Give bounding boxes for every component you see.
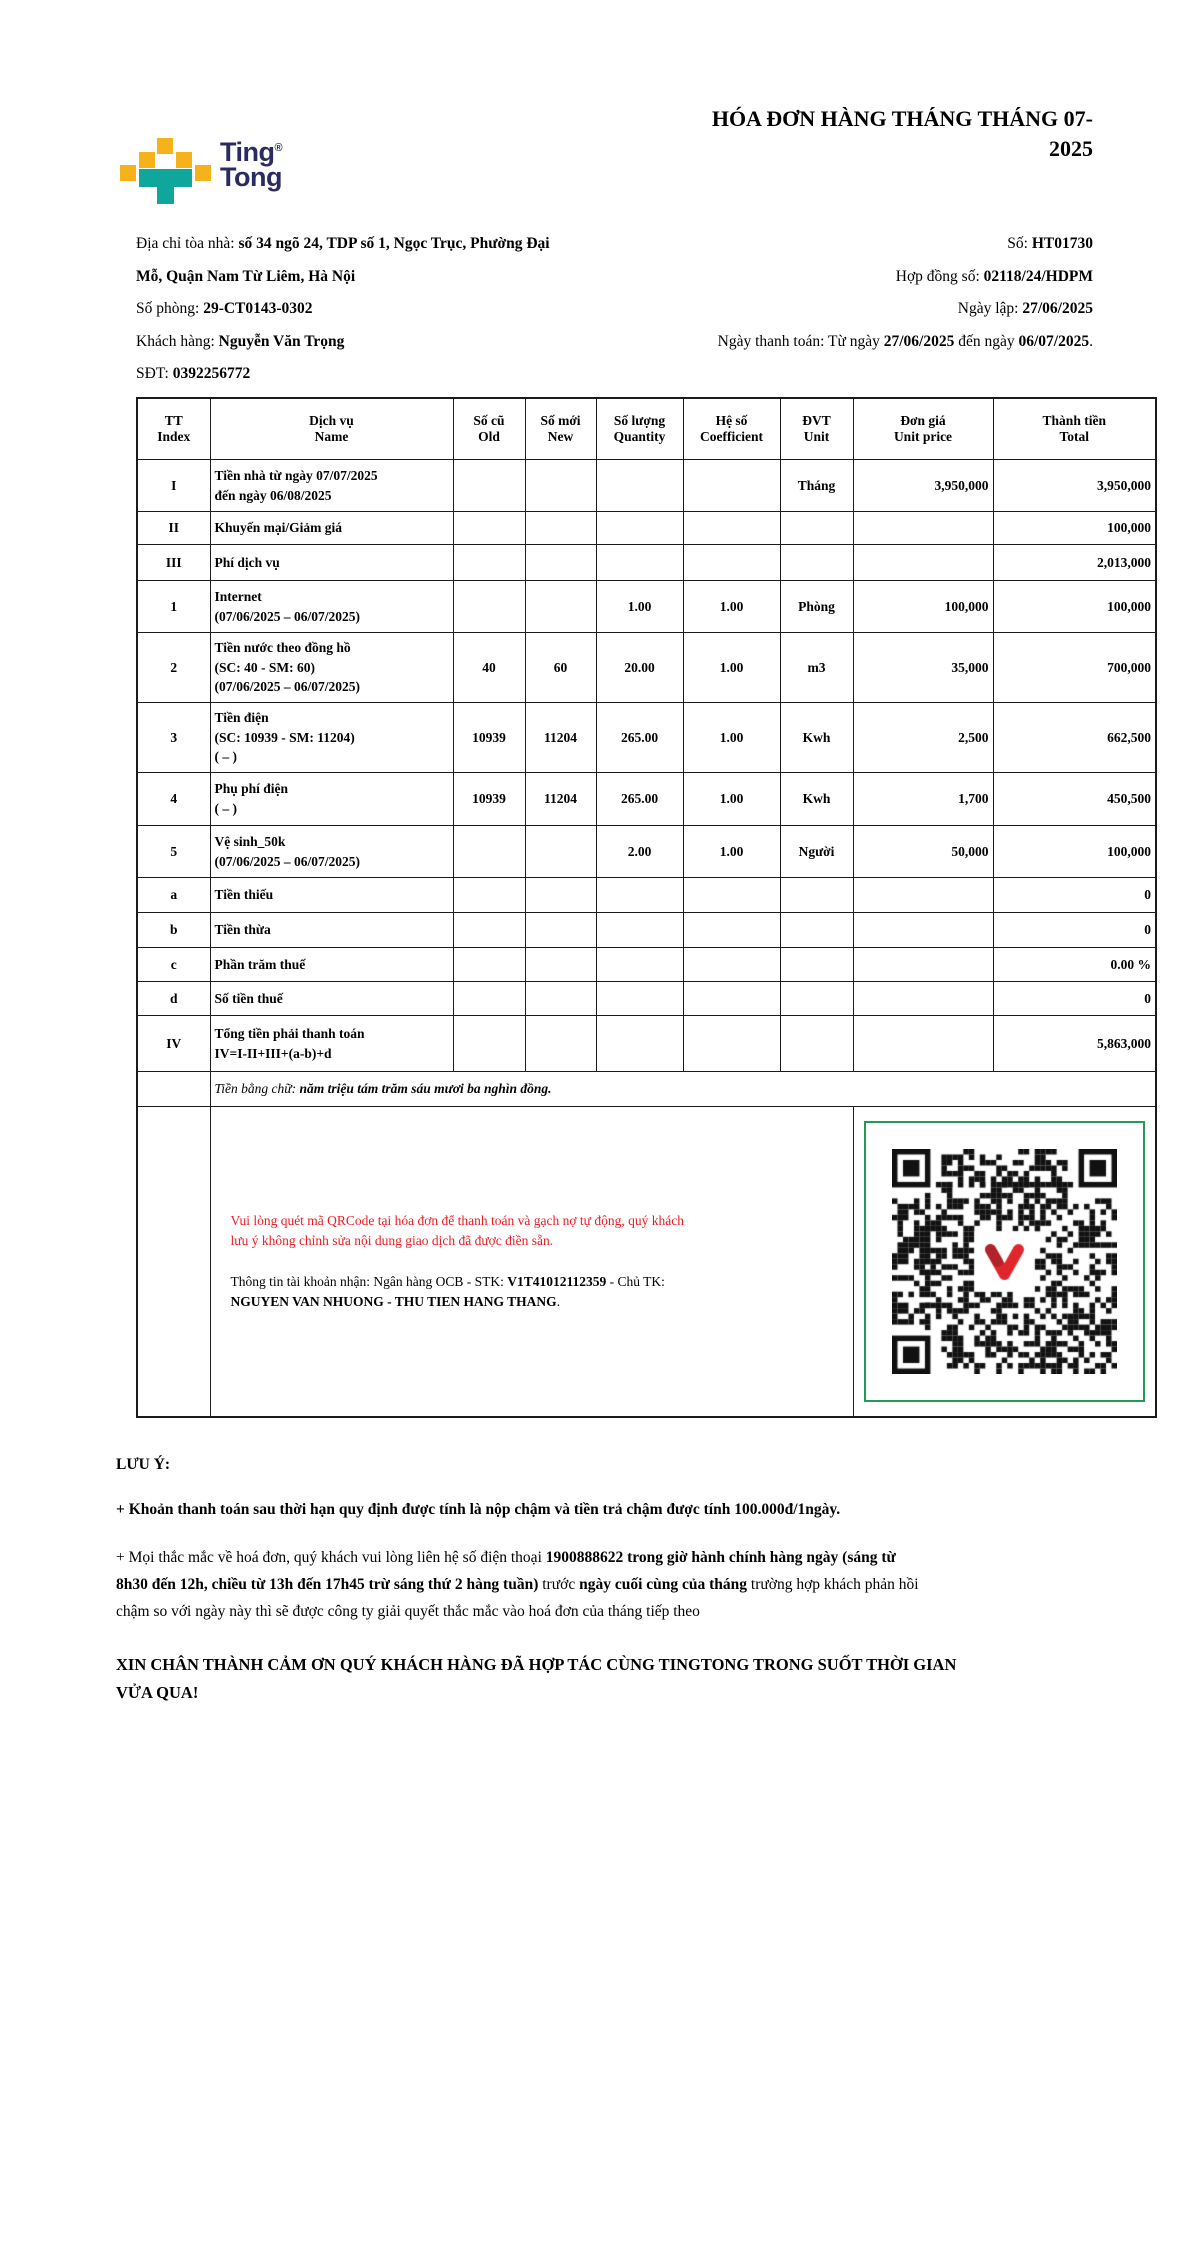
- logo-pixel: [157, 138, 173, 154]
- cell-qty: [596, 512, 683, 545]
- cell-coeff: [683, 545, 780, 581]
- text-segment: Địa chỉ tòa nhà:: [136, 235, 239, 252]
- cell-name: Tiền nhà từ ngày 07/07/2025 đến ngày 06/08/2025: [210, 460, 453, 512]
- cell-old: 10939: [453, 703, 525, 773]
- table-row-a: [137, 878, 1156, 913]
- table-row-II: [137, 512, 1156, 545]
- tingtong-logo-icon: [120, 138, 212, 206]
- cell-price: [853, 1016, 993, 1072]
- page-title-line: 2025: [1049, 135, 1093, 161]
- cell-name: Tiền điện (SC: 10939 - SM: 11204) ( – ): [210, 703, 453, 773]
- cell-index: 3: [137, 703, 210, 773]
- cell-total: 3,950,000: [993, 460, 1156, 512]
- info-row: [136, 261, 1093, 294]
- table-row-1: [137, 581, 1156, 633]
- cell-old: 40: [453, 633, 525, 703]
- info-row: [136, 326, 1093, 359]
- cell-price: 2,500: [853, 703, 993, 773]
- cell-new: 11204: [525, 773, 596, 826]
- page-title: [573, 104, 1093, 163]
- cell-new: [525, 1016, 596, 1072]
- logo-pixel: [195, 165, 211, 181]
- info-left-text: [136, 326, 344, 359]
- text-segment: VỬA QUA!: [116, 1683, 199, 1703]
- cell-price: 1,700: [853, 773, 993, 826]
- cell-qty: [596, 982, 683, 1016]
- late-payment-note: + Khoản thanh toán sau thời hạn quy định được tính là nộp chậm và tiền trả chậm được tính 100.000đ/1ngày.: [116, 1501, 841, 1518]
- cell-total: 0: [993, 878, 1156, 913]
- text-segment: .: [556, 1293, 561, 1309]
- cell-name: Khuyến mại/Giảm giá: [210, 512, 453, 545]
- info-right-text: [896, 261, 1093, 294]
- table-row-IV: [137, 1016, 1156, 1072]
- cell-new: [525, 581, 596, 633]
- column-header-coeff: Hệ số Coefficient: [683, 398, 780, 460]
- cell-coeff: [683, 1016, 780, 1072]
- text-segment: trước: [538, 1576, 580, 1594]
- payment-instructions: [210, 1107, 853, 1418]
- cell-coeff: 1.00: [683, 633, 780, 703]
- cell-new: 60: [525, 633, 596, 703]
- table-row-3: [137, 703, 1156, 773]
- text-segment: Ngày lập:: [957, 300, 1023, 317]
- cell-unit: Kwh: [780, 703, 853, 773]
- text-segment: 1900888622 trong giờ hành chính hàng ngày (sáng từ: [545, 1549, 896, 1567]
- cell-index: II: [137, 512, 210, 545]
- cell-unit: Kwh: [780, 773, 853, 826]
- cell-total: 450,500: [993, 773, 1156, 826]
- text-segment: Nguyễn Văn Trọng: [218, 332, 345, 350]
- cell-coeff: [683, 460, 780, 512]
- amount-in-words-row: [137, 1072, 1156, 1107]
- cell-old: [453, 460, 525, 512]
- cell-total: 100,000: [993, 826, 1156, 878]
- thanks-message: [116, 1651, 1105, 1707]
- cell-qty: 265.00: [596, 773, 683, 826]
- table-row-4: [137, 773, 1156, 826]
- cell-price: 35,000: [853, 633, 993, 703]
- invoice-footer: [116, 1456, 1105, 1707]
- text-segment: .: [1089, 332, 1093, 350]
- cell-index: d: [137, 982, 210, 1016]
- text-segment: chậm so với ngày này thì sẽ được công ty giải quyết thắc mắc vào hoá đơn của tháng tiếp theo: [116, 1603, 700, 1621]
- cell-price: 100,000: [853, 581, 993, 633]
- cell-total: 0.00 %: [993, 948, 1156, 982]
- text-segment: năm triệu tám trăm sáu mươi ba nghìn đồng.: [299, 1081, 552, 1096]
- cell-name: Tổng tiền phải thanh toán IV=I-II+III+(a-b)+d: [210, 1016, 453, 1072]
- text-segment: + Mọi thắc mắc về hoá đơn, quý khách vui lòng liên hệ số điện thoại: [116, 1549, 546, 1567]
- table-row-5: [137, 826, 1156, 878]
- table-row-I: [137, 460, 1156, 512]
- cell-price: 3,950,000: [853, 460, 993, 512]
- cell-name: Internet (07/06/2025 – 06/07/2025): [210, 581, 453, 633]
- text-segment: lưu ý không chỉnh sửa nội dung giao dịch đã được điền sẵn.: [230, 1233, 554, 1249]
- text-segment: V1T41012112359: [507, 1273, 607, 1289]
- cell-old: [453, 1016, 525, 1072]
- cell-old: [453, 982, 525, 1016]
- notes-heading: LƯU Ý:: [116, 1456, 171, 1473]
- text-segment: 27/06/2025: [1022, 300, 1093, 317]
- invoice-header: [0, 0, 1200, 228]
- cell-unit: Phòng: [780, 581, 853, 633]
- cell-new: [525, 948, 596, 982]
- qr-payment-notice: [231, 1211, 833, 1252]
- text-segment: Tiền bằng chữ:: [214, 1081, 300, 1096]
- amount-in-words: [210, 1072, 1156, 1107]
- text-segment: - Chủ TK:: [606, 1273, 665, 1289]
- cell-total: 0: [993, 913, 1156, 948]
- logo-pixel: [120, 165, 136, 181]
- text-segment: 0392256772: [172, 365, 251, 382]
- logo-pixel: [176, 152, 192, 168]
- cell-price: [853, 545, 993, 581]
- table-row-2: [137, 633, 1156, 703]
- text-segment: Khách hàng:: [136, 332, 219, 350]
- info-left-text: [136, 358, 250, 391]
- cell-qty: 2.00: [596, 826, 683, 878]
- cell-unit: [780, 982, 853, 1016]
- text-segment: 06/07/2025: [1018, 332, 1090, 350]
- cell-name: Vệ sinh_50k (07/06/2025 – 06/07/2025): [210, 826, 453, 878]
- logo-pixel: [139, 169, 192, 187]
- cell-new: [525, 878, 596, 913]
- bank-account-info: [231, 1272, 833, 1313]
- cell-old: [453, 545, 525, 581]
- cell-qty: 20.00: [596, 633, 683, 703]
- cell-name: Tiền thừa: [210, 913, 453, 948]
- info-right-text: [718, 326, 1093, 359]
- cell-total: 100,000: [993, 512, 1156, 545]
- hotline-note: [116, 1544, 1105, 1625]
- cell-coeff: [683, 512, 780, 545]
- text-segment: Số:: [1007, 235, 1032, 252]
- cell-name: Tiền thiếu: [210, 878, 453, 913]
- column-header-unit: ĐVT Unit: [780, 398, 853, 460]
- cell-new: 11204: [525, 703, 596, 773]
- cell-coeff: 1.00: [683, 581, 780, 633]
- cell-price: [853, 913, 993, 948]
- table-row-c: [137, 948, 1156, 982]
- cell-unit: Tháng: [780, 460, 853, 512]
- table-row-d: [137, 982, 1156, 1016]
- cell-name: Phần trăm thuế: [210, 948, 453, 982]
- column-header-name: Dịch vụ Name: [210, 398, 453, 460]
- qr-code-icon: [892, 1149, 1117, 1374]
- info-right-text: [958, 293, 1093, 326]
- cell-total: 2,013,000: [993, 545, 1156, 581]
- cell-new: [525, 982, 596, 1016]
- info-row: [136, 228, 1093, 261]
- cell-name: Số tiền thuế: [210, 982, 453, 1016]
- cell-total: 700,000: [993, 633, 1156, 703]
- table-row-b: [137, 913, 1156, 948]
- cell-coeff: 1.00: [683, 826, 780, 878]
- text-segment: SĐT:: [136, 365, 173, 382]
- cell-index: 2: [137, 633, 210, 703]
- cell-empty: [137, 1072, 210, 1107]
- table-header-row: [137, 398, 1156, 460]
- column-header-price: Đơn giá Unit price: [853, 398, 993, 460]
- info-left-text: [136, 293, 313, 326]
- cell-index: 1: [137, 581, 210, 633]
- text-segment: số 34 ngõ 24, TDP số 1, Ngọc Trục, Phường Đại: [238, 235, 550, 252]
- invoice-info-block: [136, 228, 1093, 391]
- logo-word-ting: Ting: [220, 137, 275, 167]
- cell-coeff: [683, 913, 780, 948]
- cell-new: [525, 460, 596, 512]
- cell-new: [525, 913, 596, 948]
- cell-qty: 1.00: [596, 581, 683, 633]
- text-segment: Số phòng:: [136, 300, 204, 317]
- cell-old: [453, 826, 525, 878]
- cell-coeff: [683, 878, 780, 913]
- column-header-index: TT Index: [137, 398, 210, 460]
- text-segment: trường hợp khách phản hồi: [747, 1576, 919, 1594]
- cell-qty: [596, 545, 683, 581]
- cell-index: III: [137, 545, 210, 581]
- qr-code-cell: [853, 1107, 1156, 1418]
- cell-unit: Người: [780, 826, 853, 878]
- cell-index: 5: [137, 826, 210, 878]
- page-title-line: HÓA ĐƠN HÀNG THÁNG THÁNG 07-: [711, 106, 1093, 131]
- cell-index: c: [137, 948, 210, 982]
- cell-unit: [780, 948, 853, 982]
- payment-row: [137, 1107, 1156, 1418]
- cell-qty: [596, 913, 683, 948]
- cell-price: [853, 512, 993, 545]
- cell-total: 5,863,000: [993, 1016, 1156, 1072]
- cell-name: Tiền nước theo đồng hồ (SC: 40 - SM: 60) (07/06/2025 – 06/07/2025): [210, 633, 453, 703]
- cell-coeff: [683, 982, 780, 1016]
- cell-qty: [596, 460, 683, 512]
- cell-unit: [780, 878, 853, 913]
- cell-unit: [780, 512, 853, 545]
- logo-pixel: [157, 187, 174, 204]
- cell-coeff: 1.00: [683, 703, 780, 773]
- cell-new: [525, 545, 596, 581]
- text-segment: Hợp đồng số:: [895, 267, 984, 285]
- cell-unit: [780, 1016, 853, 1072]
- cell-old: [453, 913, 525, 948]
- cell-index: I: [137, 460, 210, 512]
- text-segment: Thông tin tài khoản nhận: Ngân hàng OCB - STK:: [230, 1273, 508, 1289]
- tingtong-logo-text: [220, 137, 283, 193]
- cell-unit: [780, 545, 853, 581]
- cell-new: [525, 826, 596, 878]
- cell-old: 10939: [453, 773, 525, 826]
- cell-total: 662,500: [993, 703, 1156, 773]
- cell-index: IV: [137, 1016, 210, 1072]
- cell-qty: [596, 878, 683, 913]
- text-segment: Vui lòng quét mã QRCode tại hóa đơn để thanh toán và gạch nợ tự động, quý khách: [230, 1213, 684, 1228]
- logo-word-tong: Tong: [220, 162, 282, 193]
- cell-old: [453, 512, 525, 545]
- cell-index: b: [137, 913, 210, 948]
- invoice-table: [136, 397, 1157, 1419]
- cell-price: [853, 982, 993, 1016]
- column-header-qty: Số lượng Quantity: [596, 398, 683, 460]
- text-segment: Ngày thanh toán: Từ ngày: [717, 332, 884, 350]
- text-segment: NGUYEN VAN NHUONG - THU TIEN HANG THANG: [230, 1293, 557, 1309]
- cell-new: [525, 512, 596, 545]
- column-header-total: Thành tiền Total: [993, 398, 1156, 460]
- tingtong-logo: [120, 138, 282, 206]
- text-segment: Mỗ, Quận Nam Từ Liêm, Hà Nội: [136, 267, 356, 285]
- text-segment: ngày cuối cùng của tháng: [579, 1576, 748, 1594]
- text-segment: 8h30 đến 12h, chiều từ 13h đến 17h45 trừ sáng thứ 2 hàng tuần): [116, 1576, 539, 1594]
- text-segment: HT01730: [1031, 235, 1093, 252]
- column-header-old: Số cũ Old: [453, 398, 525, 460]
- info-right-text: [1007, 228, 1093, 261]
- registered-mark: ®: [274, 142, 283, 154]
- info-left-text: [136, 261, 355, 294]
- cell-unit: [780, 913, 853, 948]
- column-header-new: Số mới New: [525, 398, 596, 460]
- cell-old: [453, 878, 525, 913]
- cell-qty: [596, 1016, 683, 1072]
- cell-total: 100,000: [993, 581, 1156, 633]
- info-row: [136, 293, 1093, 326]
- cell-empty: [137, 1107, 210, 1418]
- text-segment: 29-CT0143-0302: [203, 300, 313, 317]
- qr-code-frame: [864, 1121, 1145, 1402]
- cell-price: 50,000: [853, 826, 993, 878]
- cell-coeff: [683, 948, 780, 982]
- logo-pixel: [139, 152, 155, 168]
- cell-price: [853, 878, 993, 913]
- text-segment: 02118/24/HDPM: [983, 267, 1093, 285]
- cell-price: [853, 948, 993, 982]
- text-segment: đến ngày: [954, 332, 1019, 350]
- cell-qty: 265.00: [596, 703, 683, 773]
- info-left-text: [136, 228, 550, 261]
- cell-unit: m3: [780, 633, 853, 703]
- cell-qty: [596, 948, 683, 982]
- text-segment: 27/06/2025: [883, 332, 955, 350]
- cell-old: [453, 581, 525, 633]
- cell-coeff: 1.00: [683, 773, 780, 826]
- cell-index: a: [137, 878, 210, 913]
- text-segment: XIN CHÂN THÀNH CẢM ƠN QUÝ KHÁCH HÀNG ĐÃ HỢP TÁC CÙNG TINGTONG TRONG SUỐT THỜI GIAN: [116, 1655, 957, 1675]
- cell-total: 0: [993, 982, 1156, 1016]
- cell-index: 4: [137, 773, 210, 826]
- cell-old: [453, 948, 525, 982]
- info-row: [136, 358, 1093, 391]
- table-row-III: [137, 545, 1156, 581]
- cell-name: Phụ phí điện ( – ): [210, 773, 453, 826]
- cell-name: Phí dịch vụ: [210, 545, 453, 581]
